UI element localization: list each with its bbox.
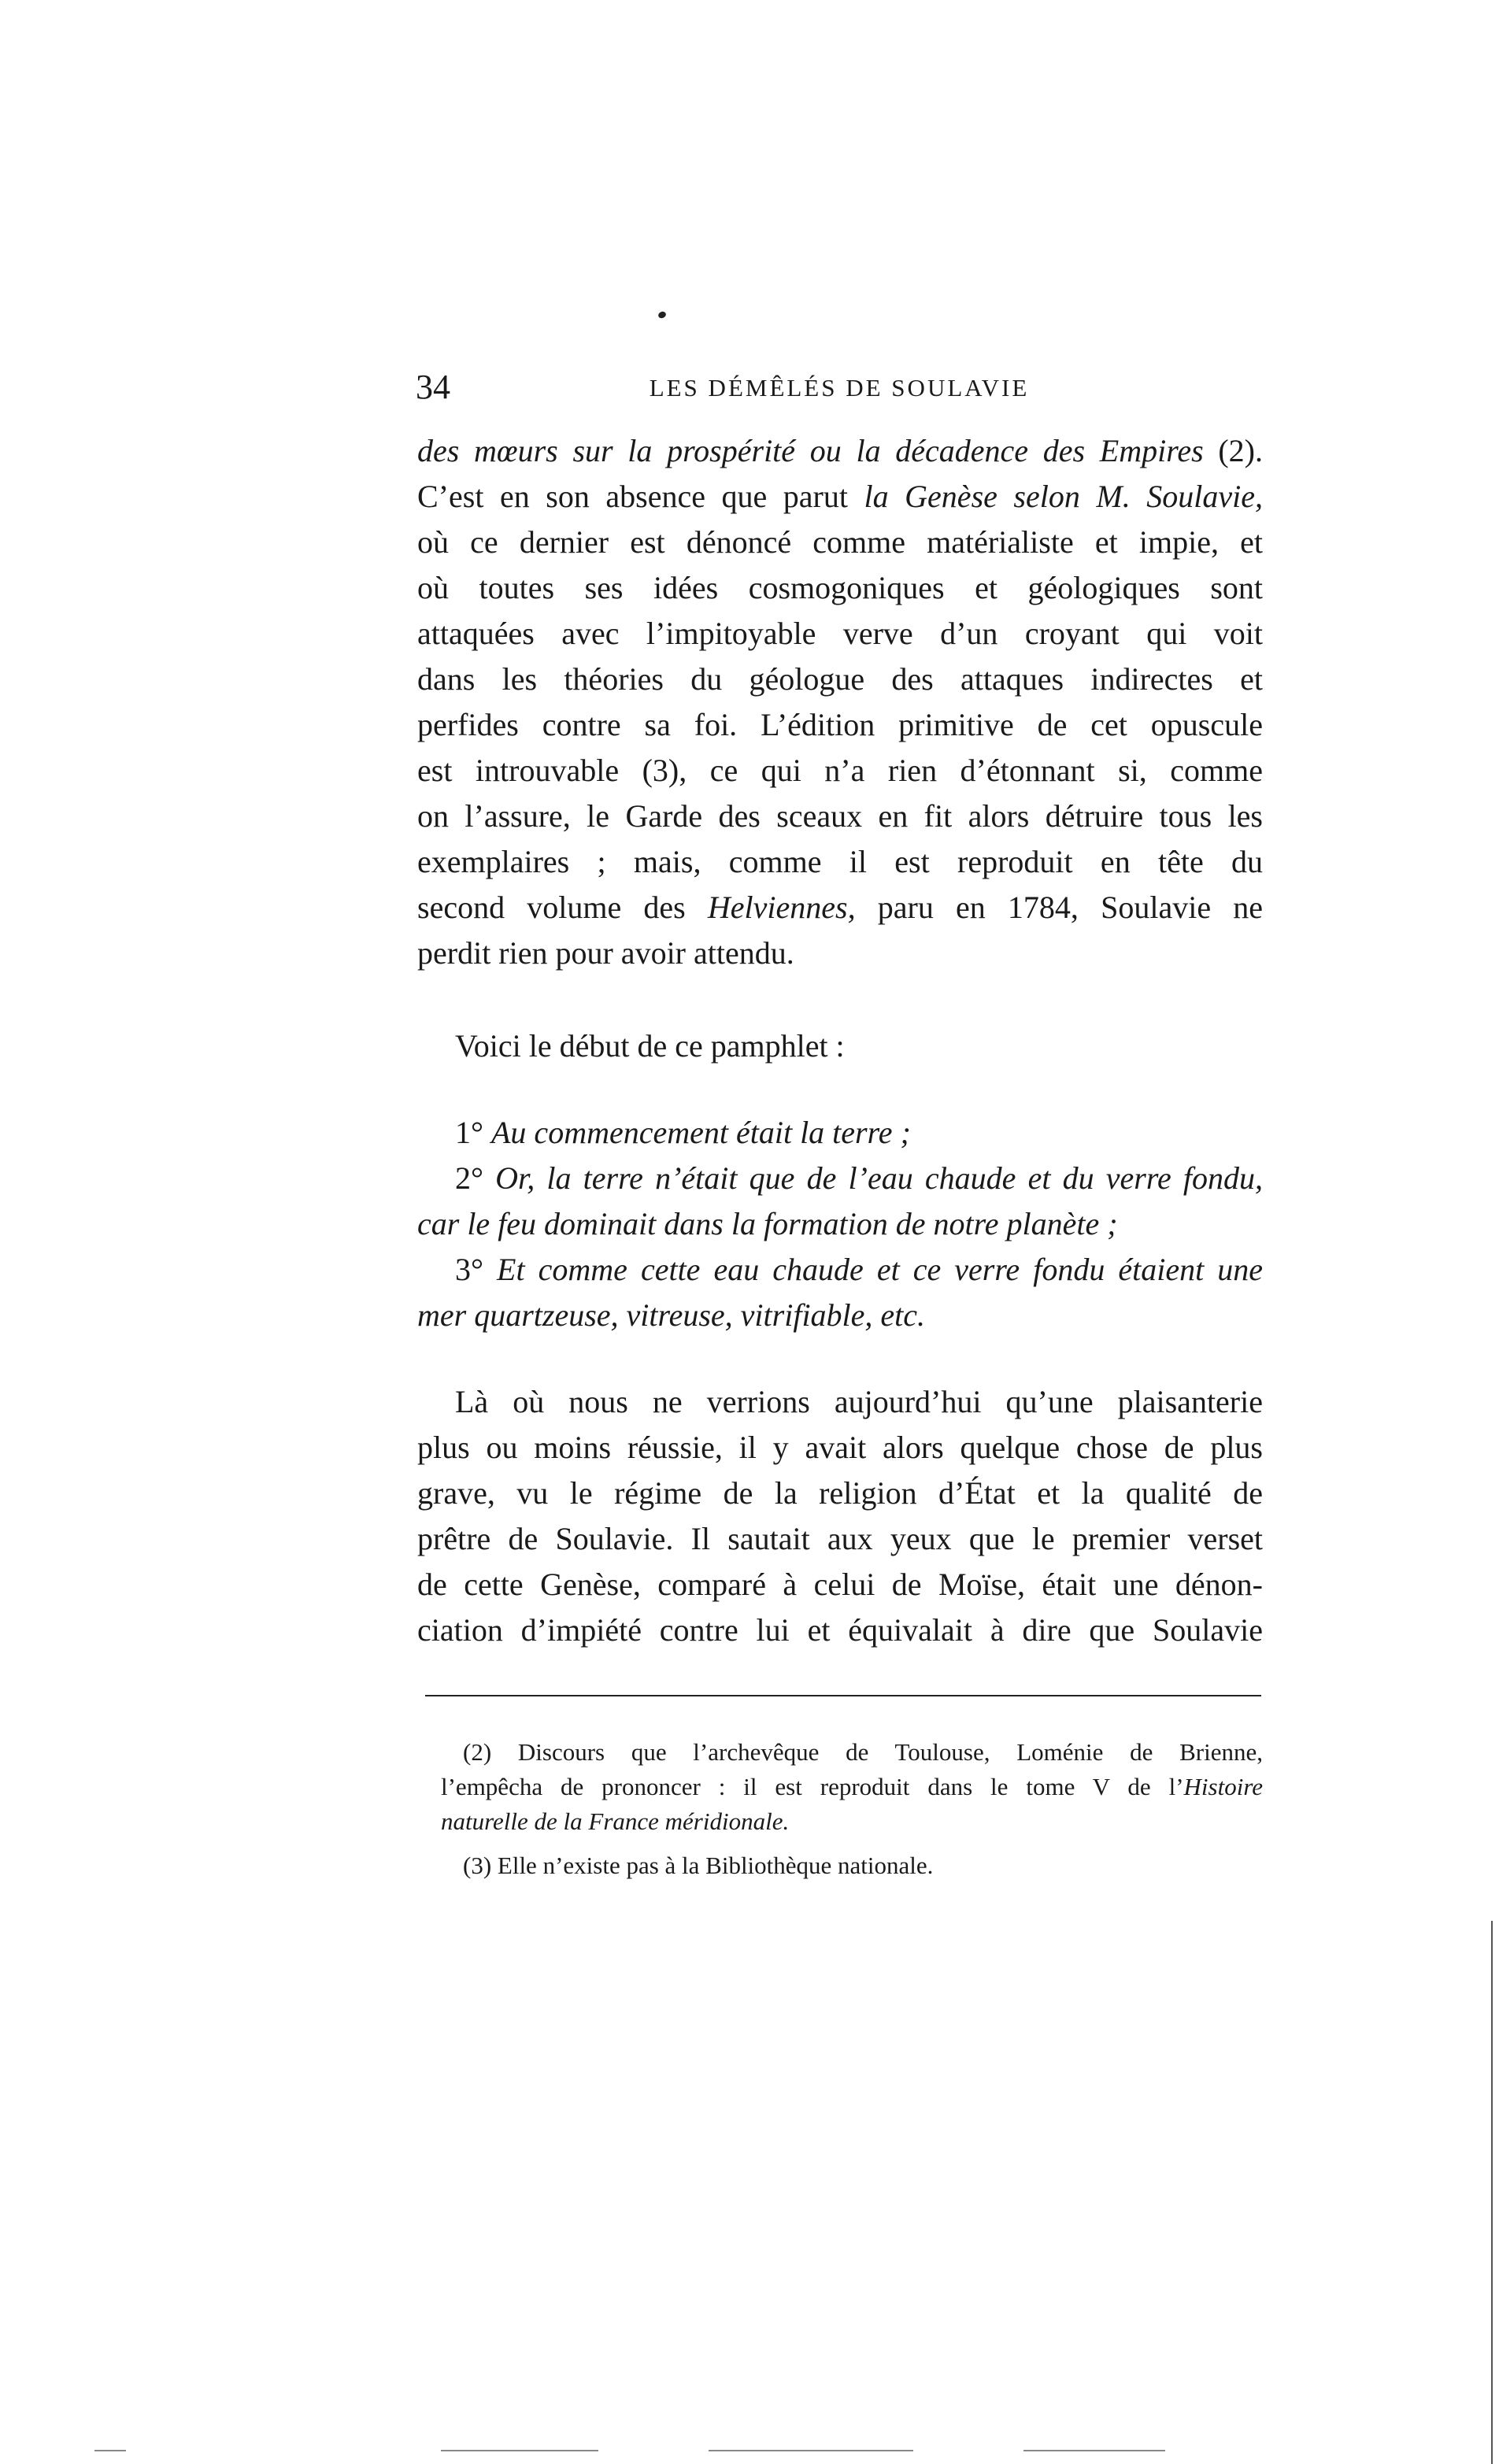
text-line: perfides contre sa foi. L’édition primitive de cet opuscule bbox=[417, 707, 1263, 742]
text-line: plus ou moins réussie, il y avait alors quelque chose de plus bbox=[417, 1430, 1263, 1465]
quote-line: 2° Or, la terre n’était que de l’eau chaude et du verre fondu, bbox=[455, 1160, 1263, 1196]
pamphlet-quote bbox=[417, 1110, 1263, 1338]
text-line: exemplaires ; mais, comme il est reproduit en tête du bbox=[417, 844, 1263, 879]
footnote-2-line: (2) Discours que l’archevêque de Toulouse, Loménie de Brienne, bbox=[463, 1738, 1263, 1766]
quote-line: car le feu dominait dans la formation de notre planète ; bbox=[417, 1206, 1118, 1241]
footnotes bbox=[441, 1735, 1263, 1883]
text-line: où ce dernier est dénoncé comme matérialiste et impie, et bbox=[417, 524, 1263, 560]
text-line: on l’assure, le Garde des sceaux en fit alors détruire tous les bbox=[417, 798, 1263, 834]
running-title: LES DÉMÊLÉS DE SOULAVIE bbox=[649, 374, 1030, 401]
text-line: dans les théories du géologue des attaques indirectes et bbox=[417, 661, 1263, 697]
footnote-divider bbox=[425, 1695, 1261, 1696]
scan-edge-dash bbox=[441, 2450, 598, 2451]
paragraph-2 bbox=[417, 1023, 1263, 1069]
text-line: second volume des Helviennes, paru en 1784, Soulavie ne bbox=[417, 890, 1264, 925]
text-line: attaquées avec l’impitoyable verve d’un croyant qui voit bbox=[417, 616, 1263, 651]
text-line: ciation d’impiété contre lui et équivalait à dire que Soulavie bbox=[417, 1612, 1263, 1648]
text-line: grave, vu le régime de la religion d’État et la qualité de bbox=[417, 1475, 1263, 1511]
page-header bbox=[416, 364, 1263, 411]
text-line: perdit rien pour avoir attendu. bbox=[417, 935, 794, 971]
footnote-2-line: naturelle de la France méridionale. bbox=[441, 1807, 790, 1835]
text-line: de cette Genèse, comparé à celui de Moïse, était une dénon- bbox=[417, 1567, 1263, 1602]
paragraph-3 bbox=[417, 1379, 1263, 1653]
text-line: C’est en son absence que parut la Genèse selon M. Soulavie, bbox=[417, 479, 1263, 514]
quote-line: mer quartzeuse, vitreuse, vitrifiable, etc. bbox=[417, 1297, 926, 1333]
footnote-3: (3) Elle n’existe pas à la Bibliothèque nationale. bbox=[463, 1852, 934, 1879]
footnote-2-line: l’empêcha de prononcer : il est reproduit dans le tome V de l’Histoire bbox=[441, 1773, 1263, 1800]
text-line: des mœurs sur la prospérité ou la décadence des Empires (2). bbox=[417, 433, 1263, 468]
text-line: Voici le début de ce pamphlet : bbox=[455, 1028, 845, 1064]
text-line: Là où nous ne verrions aujourd’hui qu’une plaisanterie bbox=[455, 1384, 1263, 1419]
text-line: prêtre de Soulavie. Il sautait aux yeux que le premier verset bbox=[417, 1521, 1263, 1556]
ink-speck bbox=[657, 310, 667, 319]
text-line: où toutes ses idées cosmogoniques et géologiques sont bbox=[417, 570, 1263, 605]
scan-edge-dash bbox=[1023, 2450, 1165, 2451]
page-number: 34 bbox=[416, 368, 450, 406]
text-line: est introuvable (3), ce qui n’a rien d’étonnant si, comme bbox=[417, 753, 1263, 788]
quote-line: 1° Au commencement était la terre ; bbox=[455, 1115, 911, 1150]
scan-edge-dash bbox=[709, 2450, 913, 2451]
scan-edge-line bbox=[1491, 1921, 1493, 2464]
scan-edge-dash bbox=[94, 2450, 126, 2451]
quote-line: 3° Et comme cette eau chaude et ce verre fondu étaient une bbox=[455, 1252, 1264, 1287]
paragraph-1 bbox=[417, 428, 1263, 976]
